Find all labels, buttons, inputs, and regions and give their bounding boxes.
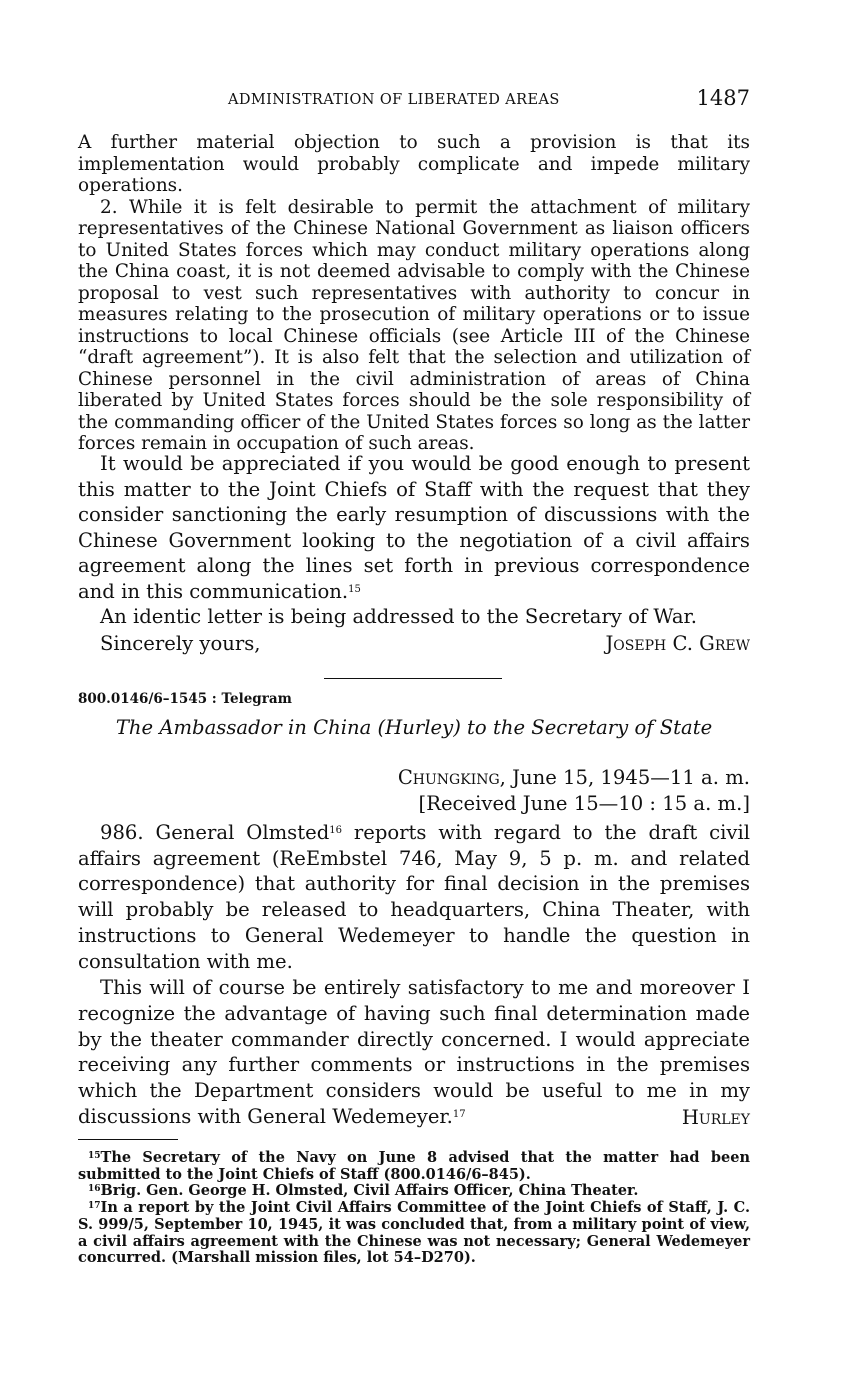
dateline-place: Chungking: [397, 766, 500, 789]
footnote-15-text: The Secretary of the Navy on June 8 advised that the matter had been submitted to the Joint Chiefs of Staff (800.0146/6–845).: [78, 1149, 750, 1183]
title-part-2: ) to the Secretary of State: [453, 716, 713, 739]
footnotes: [78, 1150, 750, 1267]
file-reference: 800.0146/6–1545 : Telegram: [78, 691, 292, 707]
dateline: [398, 766, 750, 789]
page-header: [78, 86, 750, 116]
letter-paragraph-3: [78, 451, 750, 604]
footnote-ref-16: 16: [329, 825, 342, 836]
signature-hurley: Hurley: [681, 1106, 750, 1129]
footnote-ref-17: 17: [452, 1108, 466, 1120]
footnote-17-number: 17: [88, 1201, 101, 1212]
dateline-date: , June 15, 1945—11 a. m.: [499, 766, 750, 789]
letter-paragraph-4: An identic letter is being addressed to the Secretary of War.: [100, 605, 697, 628]
telegram-paragraph-1-body: reports with regard to the draft civil affairs agreement (ReEmbstel 746, May 9, 5 p. m. and related correspondence) that authority for final decision in the premises will probably be released to headquarters, China Theater, with instructions to General Wedemeyer to handle the question in consultation with me.: [78, 821, 750, 973]
telegram-signature-row: [100, 1106, 750, 1129]
letter-paragraph-3-text: It would be appreciated if you would be good enough to present this matter to the Joint Chiefs of Staff with the request that they consider sanctioning the early resumption of discussions with the Chinese Government looking to the negotiation of a civil affairs agreement along the lines set forth in previous correspondence and in this communication.: [78, 452, 750, 603]
letter-text-top: [78, 132, 750, 455]
footnote-16: [78, 1183, 750, 1200]
document-title: [78, 716, 750, 739]
footnote-15: [78, 1150, 750, 1183]
title-part-1: The Ambassador in China (: [115, 716, 386, 739]
signature-grew: Joseph C. Grew: [605, 632, 750, 655]
telegram-paragraph-2-text: This will of course be entirely satisfactory to me and moreover I recognize the advantage of having such final determination made by the theater commander directly concerned. I would appreciate receiving any further comments or instructions in the premises which the Department considers would be useful to me in my discussions with General Wedemeyer.: [78, 976, 750, 1128]
title-name: Hurley: [385, 716, 454, 739]
footnote-17: [78, 1200, 750, 1267]
footnote-16-text: Brig. Gen. George H. Olmsted, Civil Affairs Officer, China Theater.: [100, 1182, 639, 1200]
received-line: [Received June 15—10 : 15 a. m.]: [418, 792, 750, 815]
footnote-17-text: In a report by the Joint Civil Affairs Committee of the Joint Chiefs of Staff, J. C. S. 999/5, September 10, 1945, it was concluded that, from a military point of view, a civil affairs agreement with the Chinese was not necessary; General Wedemeyer concurred. (Marshall mission files, lot 54–D270).: [78, 1199, 750, 1267]
telegram-text: [78, 820, 750, 1129]
letter-closing-row: [100, 632, 750, 655]
footnote-16-number: 16: [88, 1184, 101, 1195]
footnote-15-number: 15: [88, 1151, 101, 1161]
letter-paragraph-1: A further material objection to such a provision is that its implementation would probably complicate and impede military operations.: [78, 132, 750, 196]
telegram-paragraph-1-lead: 986. General Olmsted: [100, 821, 330, 844]
section-divider: [324, 678, 502, 679]
footnote-divider: [78, 1139, 178, 1140]
telegram-paragraph-1: [78, 820, 750, 974]
closing-phrase: Sincerely yours,: [100, 632, 261, 655]
letter-text-bottom: [78, 451, 750, 630]
letter-paragraph-2: 2. While it is felt desirable to permit the attachment of military representatives of the Chinese National Government as liaison officers to United States forces which may conduct military operations along the China coast, it is not deemed advisable to comply with the Chinese proposal to vest such representatives with authority to concur in measures relating to the prosecution of military operations or to issue instructions to local Chinese officials (see Article III of the Chinese “draft agreement”). It is also felt that the selection and utilization of Chinese personnel in the civil administration of areas of China liberated by United States forces should be the sole responsibility of the commanding officer of the United States forces so long as the latter forces remain in occupation of such areas.: [78, 196, 750, 454]
page-number: 1487: [696, 86, 750, 110]
running-title: ADMINISTRATION OF LIBERATED AREAS: [228, 92, 560, 108]
footnote-ref-15: 15: [348, 583, 361, 595]
